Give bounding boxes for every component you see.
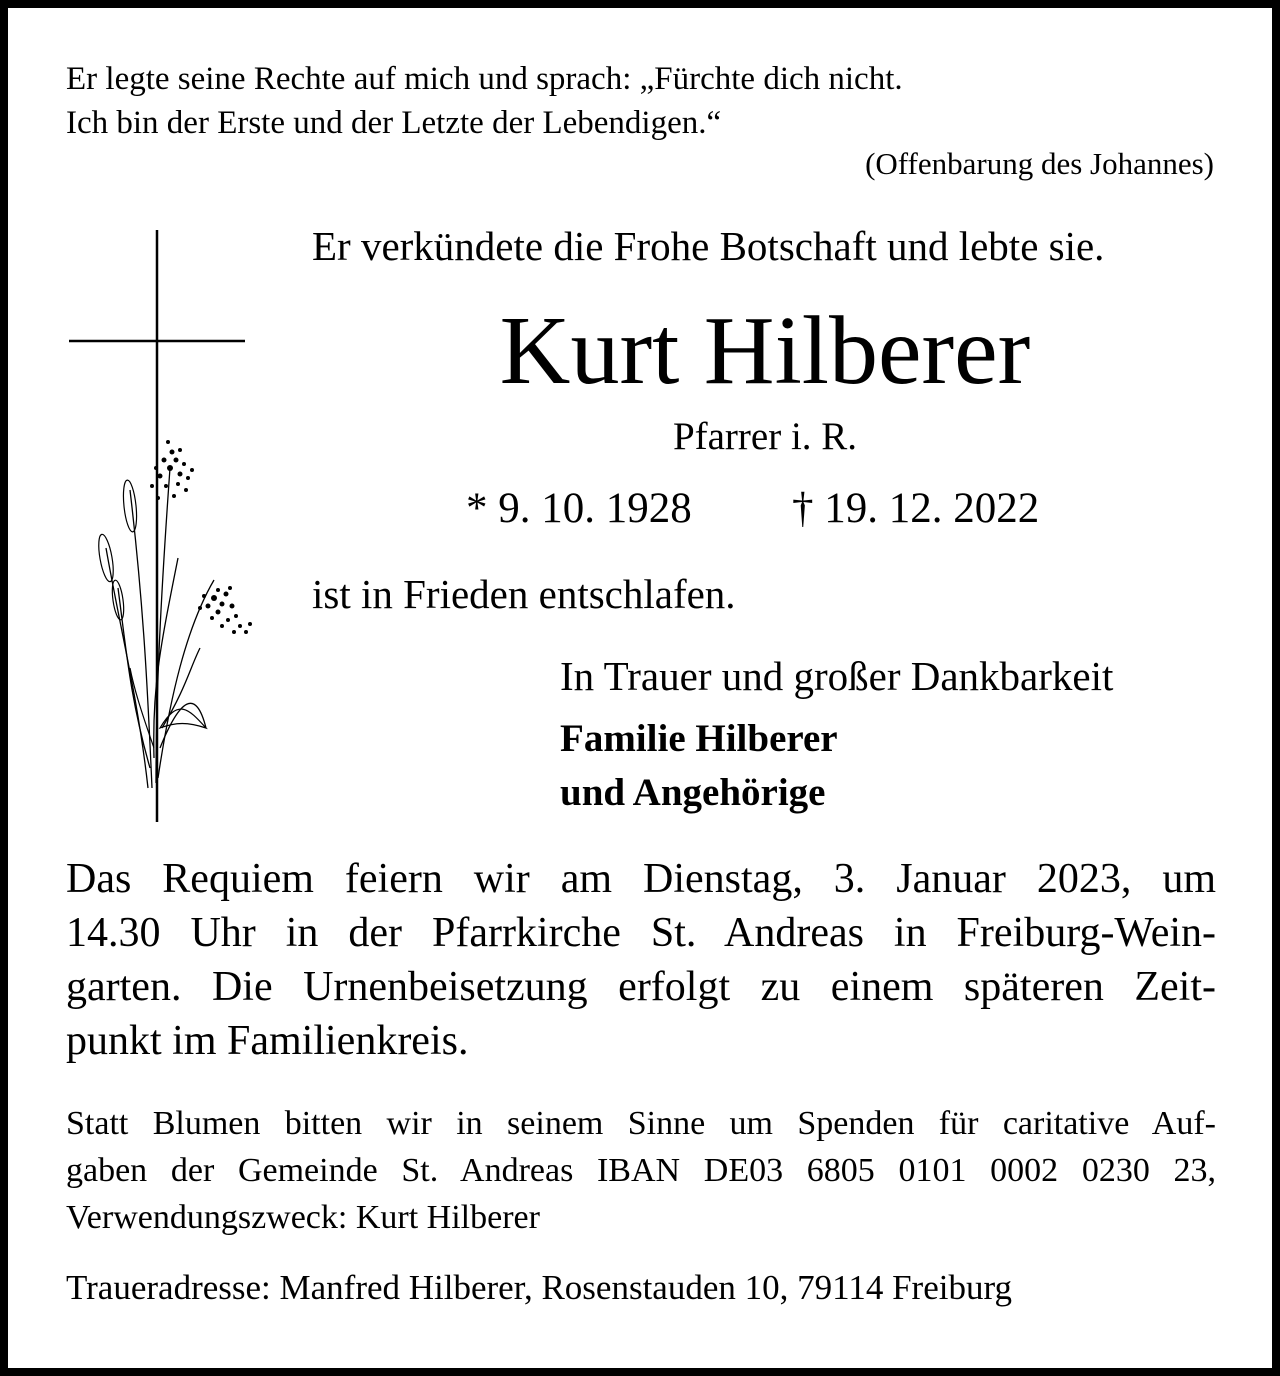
deceased-name: Kurt Hilberer <box>499 297 1031 405</box>
birth-date: * 9. 10. 1928 <box>466 485 692 532</box>
deceased-title: Pfarrer i. R. <box>672 415 858 458</box>
donation-line: Verwendungszweck: Kurt Hilberer <box>66 1199 540 1236</box>
requiem-paragraph <box>66 852 1216 1068</box>
mourners-intro: In Trauer und großer Dankbarkeit <box>560 653 1114 699</box>
mourners-relatives: und Angehörige <box>560 771 826 814</box>
requiem-line: garten. Die Urnenbeisetzung erfolgt zu einem späteren Zeit- <box>66 964 1216 1010</box>
donation-line: gaben der Gemeinde St. Andreas IBAN DE03 6805 0101 0002 0230 23, <box>66 1152 1216 1189</box>
bible-quote-line-2: Ich bin der Erste und der Letzte der Lebendigen.“ <box>66 105 722 141</box>
death-date: † 19. 12. 2022 <box>792 485 1040 532</box>
bible-quote-source: (Offenbarung des Johannes) <box>865 146 1214 181</box>
donation-line: Statt Blumen bitten wir in seinem Sinne um Spenden für caritative Auf- <box>66 1105 1216 1142</box>
mourners-family: Familie Hilberer <box>560 717 838 760</box>
mourning-address: Traueradresse: Manfred Hilberer, Rosenstauden 10, 79114 Freiburg <box>66 1268 1012 1307</box>
requiem-line: Das Requiem feiern wir am Dienstag, 3. Januar 2023, um <box>66 856 1216 902</box>
bible-quote-line-1: Er legte seine Rechte auf mich und sprach: „Fürchte dich nicht. <box>66 61 903 97</box>
requiem-line: punkt im Familienkreis. <box>66 1018 469 1064</box>
tagline: Er verkündete die Frohe Botschaft und lebte sie. <box>312 223 1105 269</box>
requiem-line: 14.30 Uhr in der Pfarrkirche St. Andreas in Freiburg-Wein- <box>66 910 1216 956</box>
passed-away-text: ist in Frieden entschlafen. <box>312 571 736 617</box>
donation-paragraph <box>66 1100 1216 1241</box>
